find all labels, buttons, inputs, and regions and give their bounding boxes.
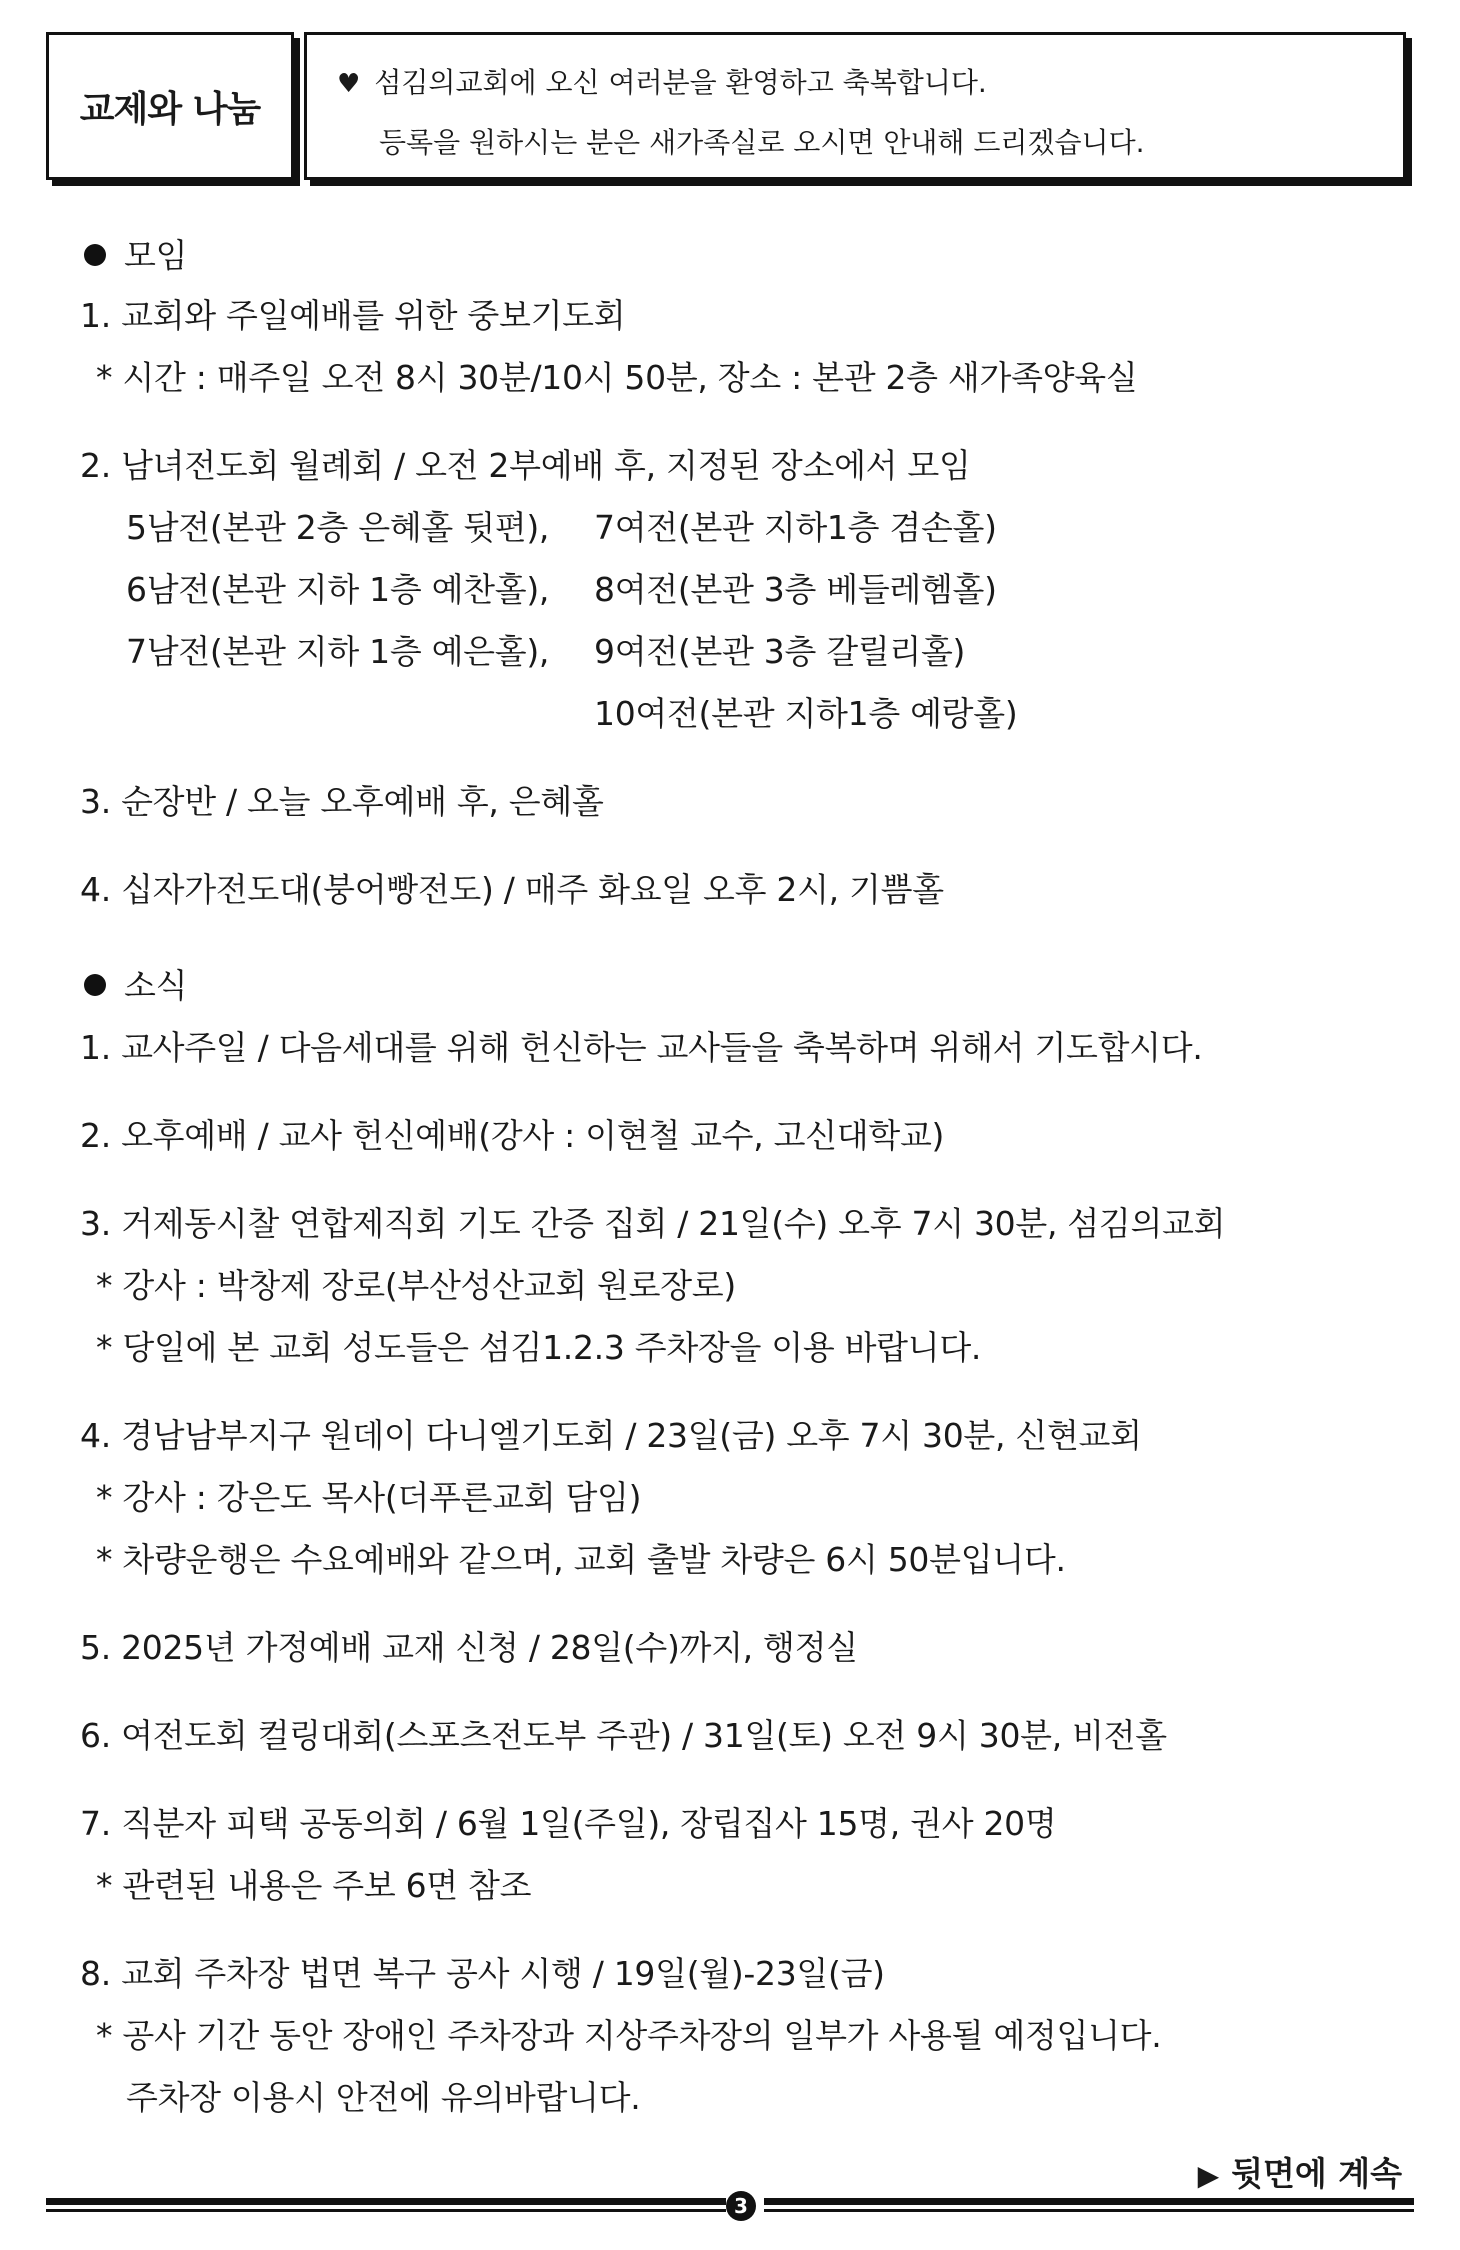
meeting-location: 9여전(본관 3층 갈릴리홀) (594, 632, 966, 671)
meeting-item-2: 2. 남녀전도회 월례회 / 오전 2부예배 후, 지정된 장소에서 모임 (80, 446, 971, 485)
meeting-item-1: 1. 교회와 주일예배를 위한 중보기도회 (80, 296, 626, 335)
news-heading: 소식 (84, 960, 187, 1007)
page-number: 3 (726, 2191, 756, 2221)
meeting-item-1-note: * 시간 : 매주일 오전 8시 30분/10시 50분, 장소 : 본관 2층 새가족양육실 (96, 358, 1138, 397)
meeting-location: 5남전(본관 2층 은혜홀 뒷편), (126, 508, 550, 547)
news-item-4-note: * 강사 : 강은도 목사(더푸른교회 담임) (96, 1478, 642, 1517)
news-item-7: 7. 직분자 피택 공동의회 / 6월 1일(주일), 장립집사 15명, 권사 20명 (80, 1804, 1057, 1843)
meeting-location: 8여전(본관 3층 베들레헴홀) (594, 570, 997, 609)
news-item-7-note: * 관련된 내용은 주보 6면 참조 (96, 1866, 532, 1905)
news-item-4: 4. 경남남부지구 원데이 다니엘기도회 / 23일(금) 오후 7시 30분, 신현교회 (80, 1416, 1142, 1455)
meetings-heading: 모임 (84, 230, 187, 277)
footer-rule-left (46, 2198, 726, 2214)
continue-on-back: ▶ 뒷면에 계속 (1197, 2154, 1402, 2193)
news-item-8-note: 주차장 이용시 안전에 유의바랍니다. (126, 2078, 641, 2117)
heart-icon: ♥ (337, 69, 361, 99)
news-item-3-note: * 강사 : 박창제 장로(부산성산교회 원로장로) (96, 1266, 736, 1305)
meeting-item-3: 3. 순장반 / 오늘 오후예배 후, 은혜홀 (80, 782, 604, 821)
news-item-8: 8. 교회 주차장 법면 복구 공사 시행 / 19일(월)-23일(금) (80, 1954, 885, 1993)
welcome-box (304, 32, 1406, 180)
news-item-1: 1. 교사주일 / 다음세대를 위해 헌신하는 교사들을 축복하며 위해서 기도합시다. (80, 1028, 1203, 1067)
triangle-right-icon: ▶ (1197, 2159, 1220, 2192)
section-title: 교제와 나눔 (79, 88, 261, 130)
meeting-location: 7남전(본관 지하 1층 예은홀), (126, 632, 550, 671)
welcome-line-2: 등록을 원하시는 분은 새가족실로 오시면 안내해 드리겠습니다. (379, 126, 1145, 159)
meeting-item-4: 4. 십자가전도대(붕어빵전도) / 매주 화요일 오후 2시, 기쁨홀 (80, 870, 944, 909)
news-item-3: 3. 거제동시찰 연합제직회 기도 간증 집회 / 21일(수) 오후 7시 30분, 섬김의교회 (80, 1204, 1226, 1243)
news-item-6: 6. 여전도회 컬링대회(스포츠전도부 주관) / 31일(토) 오전 9시 30분, 비전홀 (80, 1716, 1167, 1755)
news-item-2: 2. 오후예배 / 교사 헌신예배(강사 : 이현철 교수, 고신대학교) (80, 1116, 945, 1155)
news-item-8-note: * 공사 기간 동안 장애인 주차장과 지상주차장의 일부가 사용될 예정입니다. (96, 2016, 1162, 2055)
news-item-4-note: * 차량운행은 수요예배와 같으며, 교회 출발 차량은 6시 50분입니다. (96, 1540, 1066, 1579)
meeting-location: 6남전(본관 지하 1층 예찬홀), (126, 570, 550, 609)
section-title-box (46, 32, 294, 180)
news-item-3-note: * 당일에 본 교회 성도들은 섬김1.2.3 주차장을 이용 바랍니다. (96, 1328, 982, 1367)
meeting-location: 10여전(본관 지하1층 예랑홀) (594, 694, 1018, 733)
welcome-line-1: ♥ 섬김의교회에 오신 여러분을 환영하고 축복합니다. (337, 66, 987, 99)
footer-rule-right (764, 2198, 1414, 2214)
meeting-location: 7여전(본관 지하1층 겸손홀) (594, 508, 997, 547)
bullet-dot-icon (84, 244, 106, 266)
bullet-dot-icon (84, 974, 106, 996)
news-item-5: 5. 2025년 가정예배 교재 신청 / 28일(수)까지, 행정실 (80, 1628, 858, 1667)
